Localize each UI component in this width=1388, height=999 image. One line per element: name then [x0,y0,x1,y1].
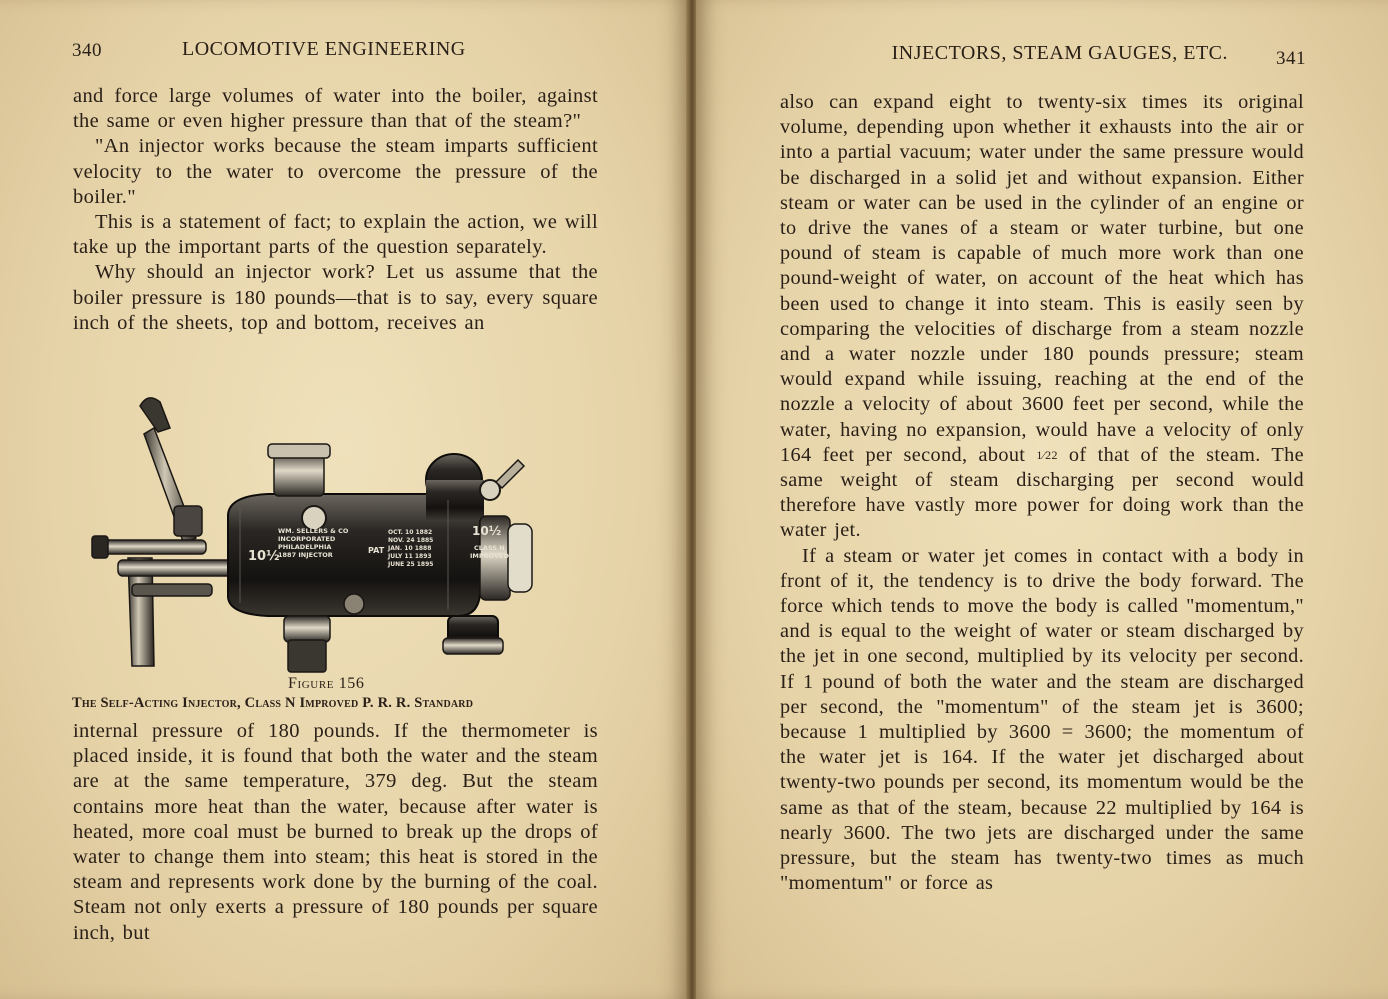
left-top-text [73,84,598,336]
paragraph-text: of that of the steam. The same weight of steam discharging per second would therefore have vastly more power for doing work than the water jet. [780,443,1304,542]
left-page [0,0,688,999]
paragraph [780,90,1304,544]
paragraph: Why should an injector work? Let us assume that the boiler pressure is 180 pounds—that is to say, every square inch of the sheets, top and bottom, receives an [73,261,598,334]
figure-caption: The Self-Acting Injector, Class N Improved P. R. R. Standard [72,695,474,711]
paragraph: and force large volumes of water into the boiler, against the same or even higher pressure than that of the steam?" [73,85,598,133]
left-bottom-text [73,719,598,946]
right-running-head [696,36,1388,69]
plate-date: JUNE 25 1895 [388,561,434,568]
plate-date: JULY 11 1893 [388,553,432,560]
figure-number: Figure 156 [288,675,365,692]
lever-handle-icon [140,398,202,544]
right-page [696,0,1388,999]
plate-date: NOV. 24 1885 [388,537,434,544]
plate-maker-line: INCORPORATED [278,535,336,543]
right-running-title: INJECTORS, STEAM GAUGES, ETC. [891,42,1228,64]
plate-maker-line: 1887 INJECTOR [278,551,333,559]
left-running-title: LOCOMOTIVE ENGINEERING [182,38,466,60]
paragraph-text: also can expand eight to twenty-six times its original volume, depending upon whether it exhausts into the air or into a partial vacuum; water under the same pressure would be discharged in a solid jet and without expansion. Either steam or water can be used in the cylinder of an engine or to drive the vanes of a steam or water turbine, but one pound of steam is capable of much more work than one pound-weight of water, on account of the heat which has been used to change it into steam. This is easily seen by comparing the velocities of discharge from a steam nozzle and a water nozzle under 180 pounds pressure; steam would expand while issuing, reaching at the end of the nozzle a velocity of about 3600 feet per second, while the water, having no expansion, would have a velocity of only 164 feet per second, about [780,91,1304,466]
paragraph: If a steam or water jet comes in contact with a body in front of it, the tendency is to drive the body forward. The force which tends to move the body is called "momentum," and is equal to the weight of water or steam discharged by the jet in one second, multiplied by its velocity per second. If 1 pound of both the water and the steam are discharged per second, the "momentum" of the steam jet is 3600; because 1 multiplied by 3600 = 3600; the momentum of the water jet is 164. If the water jet discharged about twenty-two pounds per second, its momentum would be the same as that of the steam, because 22 multiplied by 164 is nearly 3600. The two jets are discharged under the same pressure, but the steam has twenty-two times as much "momentum" or force as [780,544,1304,895]
left-running-head [0,36,688,64]
right-text [780,90,1304,897]
injector-illustration [88,388,588,678]
paragraph: "An injector works because the steam imparts sufficient velocity to the water to overcome the pressure of the boiler." [73,135,598,208]
plate-pat-label: PAT [368,546,385,555]
plate-class: IMPROVED [470,552,509,560]
right-page-number: 341 [1276,48,1306,69]
paragraph: internal pressure of 180 pounds. If the thermometer is placed inside, it is found that both the water and the steam are at the same temperature, 379 deg. But the steam contains more heat than the water, because after water is heated, more coal must be burned to break up the drops of water to change them into steam; this heat is stored in the steam and represents work done by the burning of the coal. Steam not only exerts a pressure of 180 pounds per square inch, but [73,720,598,944]
plate-date: OCT. 10 1882 [388,529,433,536]
valve-linkage-icon [92,536,238,666]
plate-date: JAN. 10 1888 [388,545,432,552]
plate-class: CLASS N [474,544,505,552]
plate-size-right: 10½ [472,524,502,538]
paragraph: This is a statement of fact; to explain the action, we will take up the important parts of the question separately. [73,211,598,259]
plate-size-left: 10½ [248,549,280,564]
plate-maker-line: PHILADELPHIA [278,543,332,551]
fraction: 1⁄22 [1036,447,1058,462]
plate-maker-line: WM. SELLERS & CO [278,527,349,535]
left-page-number: 340 [72,40,102,61]
